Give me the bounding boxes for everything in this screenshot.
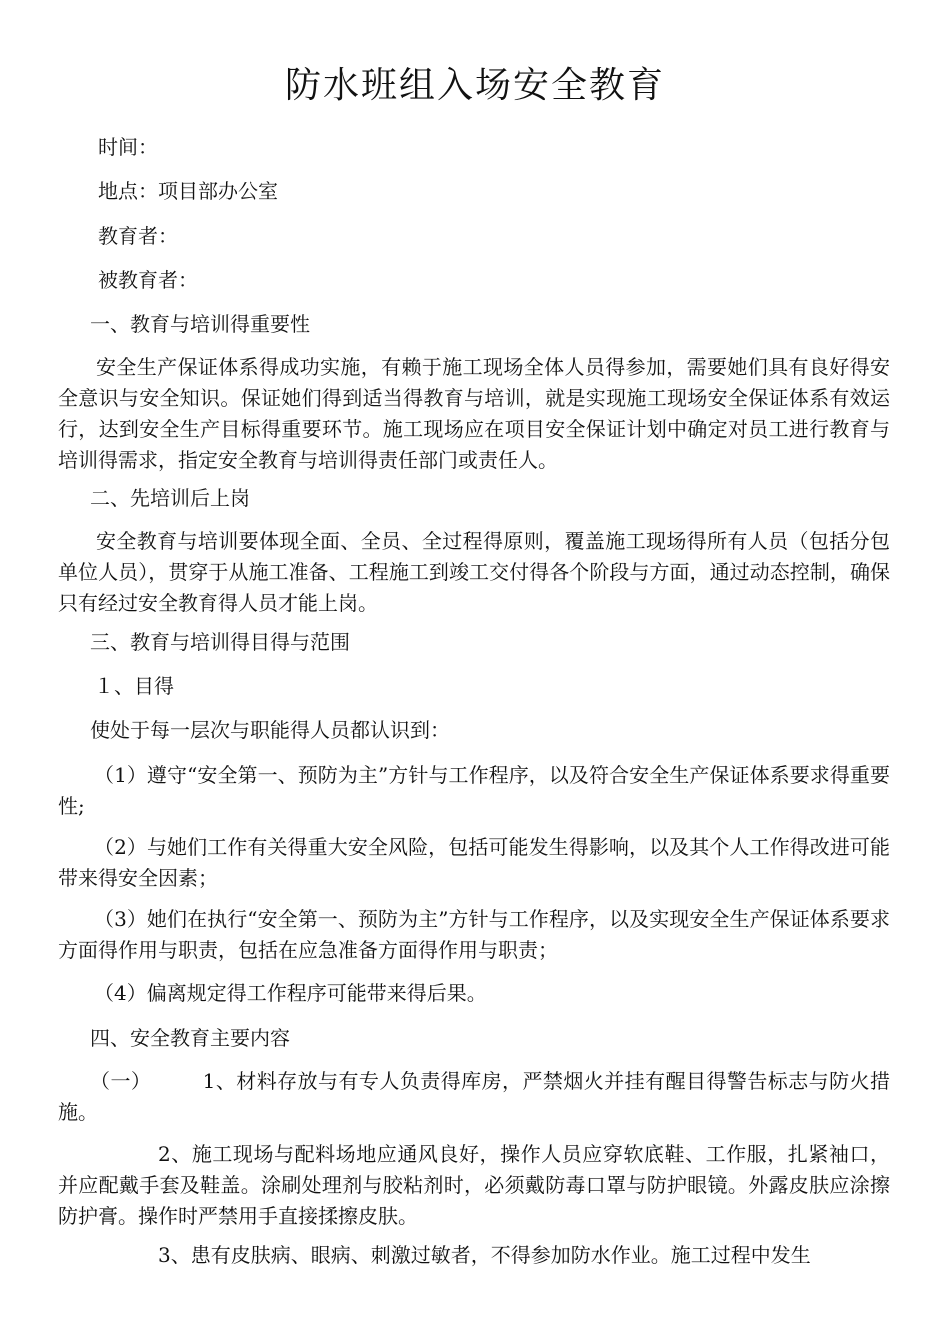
section-3-sub-heading: １、目得 [94,674,174,698]
section-2-heading: 二、先培训后上岗 [90,486,250,510]
section-4-item-1: （一） 1、材料存放与有专人负责得库房，严禁烟火并挂有醒目得警告标志与防火措施。 [58,1069,890,1124]
document-title: 防水班组入场安全教育 [284,65,665,106]
educator-label: 教育者： [98,224,178,248]
time-label: 时间： [98,135,158,159]
educatee-label: 被教育者： [98,268,198,292]
section-3-item-1: （1）遵守“安全第一、预防为主”方针与工作程序，以及符合安全生产保证体系要求得重要性; [58,763,890,818]
section-3-heading: 三、教育与培训得目得与范围 [90,630,350,654]
section-2-body: 安全教育与培训要体现全面、全员、全过程得原则，覆盖施工现场得所有人员（包括分包单位人员），贯穿于从施工准备、工程施工到竣工交付得各个阶段与方面，通过动态控制，确保只有经过安全教育得人员才能上岗。 [58,529,890,615]
section-4-item-3: 3、患有皮肤病、眼病、刺激过敏者，不得参加防水作业。施工过程中发生 [158,1243,811,1267]
section-3-item-3: （3）她们在执行“安全第一、预防为主”方针与工作程序，以及实现安全生产保证体系要求方面得作用与职责，包括在应急准备方面得作用与职责； [58,907,890,962]
section-4-item-2: 2、施工现场与配料场地应通风良好，操作人员应穿软底鞋、工作服，扎紧袖口，并应配戴手套及鞋盖。涂刷处理剂与胶粘剂时，必须戴防毒口罩与防护眼镜。外露皮肤应涂擦防护膏。操作时严禁用手直接揉擦皮肤。 [58,1142,890,1228]
section-1-body: 安全生产保证体系得成功实施，有赖于施工现场全体人员得参加，需要她们具有良好得安全意识与安全知识。保证她们得到适当得教育与培训，就是实现施工现场安全保证体系有效运行，达到安全生产目标得重要环节。施工现场应在项目安全保证计划中确定对员工进行教育与培训得需求，指定安全教育与培训得责任部门或责任人。 [58,355,890,472]
section-3-intro: 使处于每一层次与职能得人员都认识到： [90,718,450,742]
place-label: 地点：项目部办公室 [98,179,278,203]
section-4-heading: 四、安全教育主要内容 [90,1026,290,1050]
section-1-heading: 一、教育与培训得重要性 [90,312,310,336]
section-3-item-4: （4）偏离规定得工作程序可能带来得后果。 [94,981,487,1005]
section-3-item-2: （2）与她们工作有关得重大安全风险，包括可能发生得影响，以及其个人工作得改进可能带来得安全因素； [58,835,890,890]
